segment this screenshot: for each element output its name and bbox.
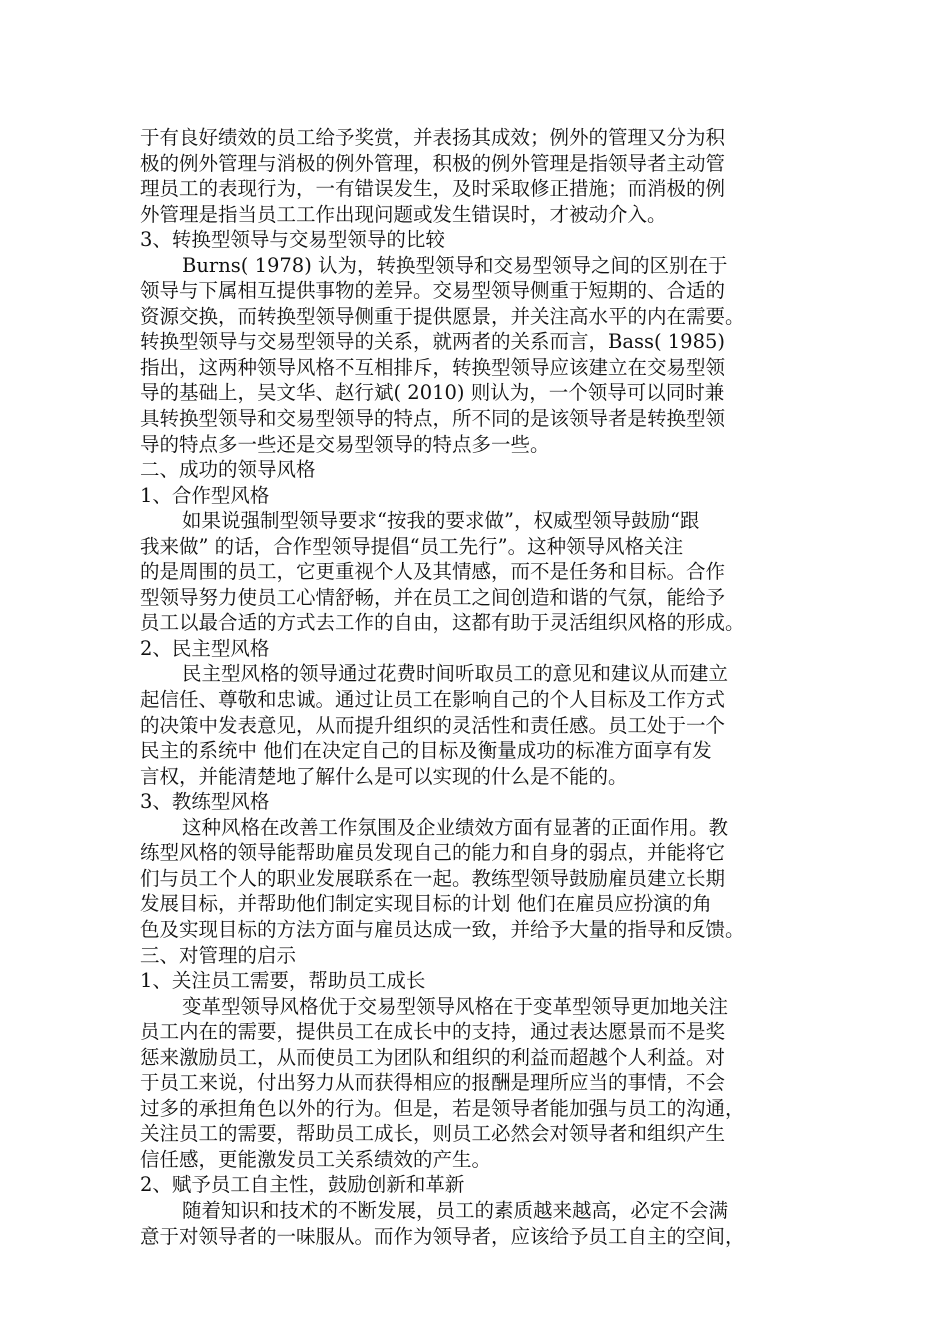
text-line: 民主的系统中 他们在决定自己的目标及衡量成功的标准方面享有发 bbox=[140, 739, 712, 763]
text-line: 员工以最合适的方式去工作的自由，这都有助于灵活组织风格的形成。 bbox=[140, 611, 745, 635]
text-line: 过多的承担角色以外的行为。但是，若是领导者能加强与员工的沟通， bbox=[140, 1096, 745, 1120]
text-line: 这种风格在改善工作氛围及企业绩效方面有显著的正面作用。教 bbox=[182, 815, 729, 839]
text-line: 于员工来说，付出努力从而获得相应的报酬是理所应当的事情，不会 bbox=[140, 1071, 726, 1095]
text-line: 民主型风格的领导通过花费时间听取员工的意见和建议从而建立 bbox=[182, 662, 729, 686]
text-line: 1、关注员工需要，帮助员工成长 bbox=[140, 969, 426, 993]
text-line: 言权，并能清楚地了解什么是可以实现的什么是不能的。 bbox=[140, 764, 628, 788]
document-body bbox=[140, 125, 820, 1249]
text-line: 外管理是指当员工工作出现问题或发生错误时，才被动介入。 bbox=[140, 202, 667, 226]
text-line: 理员工的表现行为，一有错误发生，及时采取修正措施；而消极的例 bbox=[140, 177, 726, 201]
text-line: 于有良好绩效的员工给予奖赏，并表扬其成效；例外的管理又分为积 bbox=[140, 126, 726, 149]
text-line: 们与员工个人的职业发展联系在一起。教练型领导鼓励雇员建立长期 bbox=[140, 866, 726, 890]
text-line: 信任感，更能激发员工关系绩效的产生。 bbox=[140, 1147, 492, 1171]
text-line: 如果说强制型领导要求“按我的要求做”，权威型领导鼓励“跟 bbox=[182, 509, 700, 533]
text-line: 2、赋予员工自主性，鼓励创新和革新 bbox=[140, 1173, 465, 1197]
text-line: 具转换型领导和交易型领导的特点，所不同的是该领导者是转换型领 bbox=[140, 407, 726, 431]
text-line: 惩来激励员工，从而使员工为团队和组织的利益而超越个人利益。对 bbox=[140, 1045, 726, 1069]
text-line: 意于对领导者的一味服从。而作为领导者，应该给予员工自主的空间， bbox=[140, 1224, 745, 1248]
text-line: 的决策中发表意见，从而提升组织的灵活性和责任感。员工处于一个 bbox=[140, 713, 726, 737]
text-line: 2、民主型风格 bbox=[140, 636, 270, 660]
text-line: 资源交换，而转换型领导侧重于提供愿景，并关注高水平的内在需要。 bbox=[140, 304, 745, 328]
text-line: 关注员工的需要，帮助员工成长，则员工必然会对领导者和组织产生 bbox=[140, 1122, 726, 1146]
text-line: 练型风格的领导能帮助雇员发现自己的能力和自身的弱点，并能将它 bbox=[140, 841, 726, 865]
text-line: 的是周围的员工，它更重视个人及其情感，而不是任务和目标。合作 bbox=[140, 560, 726, 584]
text-line: 起信任、尊敬和忠诚。通过让员工在影响自己的个人目标及工作方式 bbox=[140, 688, 726, 712]
text-line: 我来做” 的话，合作型领导提倡“员工先行”。这种领导风格关注 bbox=[140, 534, 684, 558]
text-line: 员工内在的需要，提供员工在成长中的支持，通过表达愿景而不是奖 bbox=[140, 1020, 726, 1044]
text-line: 3、教练型风格 bbox=[140, 790, 270, 814]
text-line: 发展目标，并帮助他们制定实现目标的计划 他们在雇员应扮演的角 bbox=[140, 892, 712, 916]
text-line: 领导与下属相互提供事物的差异。交易型领导侧重于短期的、合适的 bbox=[140, 279, 726, 303]
text-line: Burns( 1978) 认为，转换型领导和交易型领导之间的区别在于 bbox=[182, 253, 728, 277]
text-line: 1、合作型风格 bbox=[140, 483, 270, 507]
text-line: 型领导努力使员工心情舒畅，并在员工之间创造和谐的气氛，能给予 bbox=[140, 585, 726, 609]
text-line: 随着知识和技术的不断发展，员工的素质越来越高，必定不会满 bbox=[182, 1198, 729, 1222]
text-line: 转换型领导与交易型领导的关系，就两者的关系而言，Bass( 1985) bbox=[140, 330, 726, 354]
text-line: 指出，这两种领导风格不互相排斥，转换型领导应该建立在交易型领 bbox=[140, 355, 726, 379]
text-line: 导的特点多一些还是交易型领导的特点多一些。 bbox=[140, 432, 550, 456]
text-line: 三、对管理的启示 bbox=[140, 943, 297, 967]
text-line: 二、成功的领导风格 bbox=[140, 458, 316, 482]
text-line: 导的基础上，吴文华、赵行斌( 2010) 则认为，一个领导可以同时兼 bbox=[140, 381, 725, 405]
text-line: 3、转换型领导与交易型领导的比较 bbox=[140, 228, 445, 252]
text-line: 变革型领导风格优于交易型领导风格在于变革型领导更加地关注 bbox=[182, 994, 729, 1018]
text-line: 极的例外管理与消极的例外管理，积极的例外管理是指领导者主动管 bbox=[140, 151, 726, 175]
text-line: 色及实现目标的方法方面与雇员达成一致，并给予大量的指导和反馈。 bbox=[140, 917, 745, 941]
